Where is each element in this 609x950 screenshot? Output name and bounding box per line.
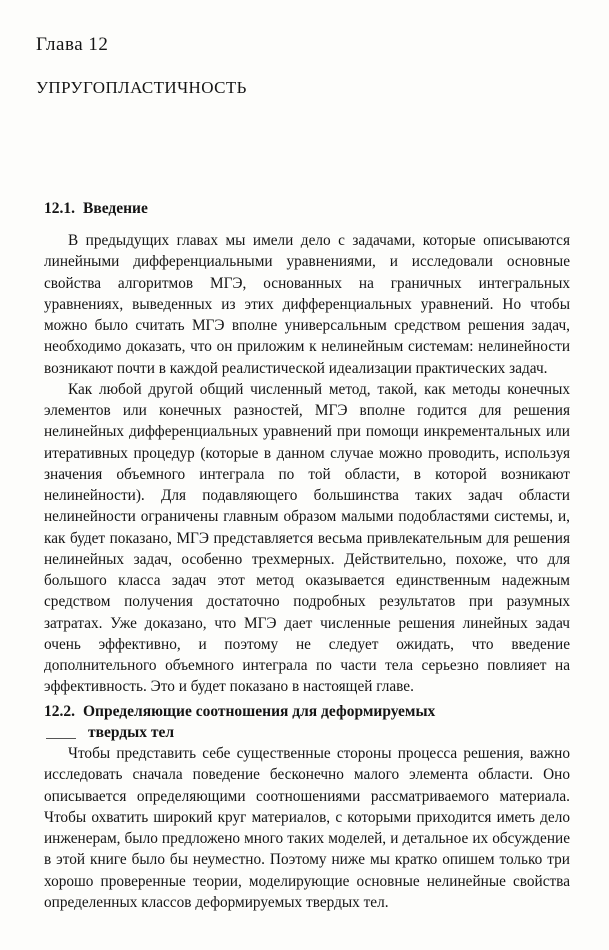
- section-number: 12.1.: [44, 200, 75, 217]
- paragraph: В предыдущих главах мы имели дело с задачами, которые описываются линейными дифференциальными уравнениями, и исследовали основные свойства алгоритмов МГЭ, основанных на граничных интегральных уравнениях, выведенных из этих дифференциальных уравнений. Но чтобы можно было считать МГЭ вполне универсальным средством решения задач, необходимо доказать, что он приложим к нелинейным системам: нелинейности возникают почти в каждой реалистической идеализации практических задач.: [44, 232, 570, 377]
- section-title-line-2: твердых тел: [88, 724, 175, 741]
- section-heading-constitutive-relations: [44, 701, 564, 743]
- heading-underline-mark: [46, 738, 76, 739]
- chapter-label: Глава 12: [36, 34, 109, 55]
- section-body-constitutive-relations: [44, 743, 570, 913]
- section-title: Введение: [83, 200, 148, 217]
- section-title-line-1: Определяющие соотношения для деформируемых: [83, 703, 436, 720]
- section-number: 12.2.: [44, 703, 75, 720]
- paragraph: Чтобы представить себе существенные стороны процесса решения, важно исследовать сначала поведение бесконечно малого элемента области. Оно описывается определяющими соотношениями рассматриваемого материала. Чтобы охватить широкий круг материалов, с которыми приходится иметь дело инженерам, было предложено много таких моделей, и детальное их обсуждение в этой книге было бы неуместно. Поэтому ниже мы кратко опишем только три хорошо проверенные теории, моделирующие основные нелинейные свойства определенных классов деформируемых твердых тел.: [44, 745, 570, 911]
- paragraph: Как любой другой общий численный метод, такой, как методы конечных элементов или конечных разностей, МГЭ вполне годится для решения нелинейных дифференциальных уравнений при помощи инкрементальных или итеративных процедур (которые в данном случае можно проводить, используя значения объемного интеграла по той области, в которой возникают нелинейности). Для подавляющего большинства таких задач области нелинейности ограничены главным образом малыми подобластями системы, и, как будет показано, МГЭ представляется весьма привлекательным для решения нелинейных задач, особенно трехмерных. Действительно, похоже, что для большого класса задач этот метод оказывается единственным надежным средством получения достаточно подробных результатов при разумных затратах. Уже доказано, что МГЭ дает численные решения линейных задач очень эффективно, и поэтому не следует ожидать, что введение дополнительного объемного интеграла по части тела серьезно повлияет на эффективность. Это и будет показано в настоящей главе.: [44, 380, 570, 696]
- section-heading-introduction: [44, 198, 564, 219]
- chapter-title: УПРУГОПЛАСТИЧНОСТЬ: [36, 78, 247, 97]
- section-body-introduction: [44, 230, 570, 698]
